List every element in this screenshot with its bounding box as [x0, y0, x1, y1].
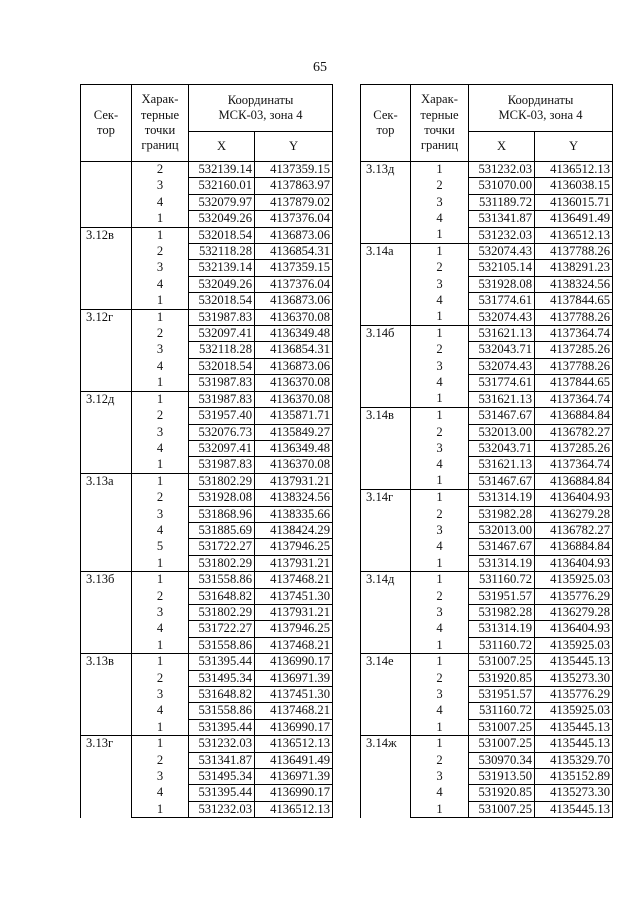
header-boundary-points: Харак- терные точки границ: [132, 85, 189, 162]
y-cell: 4136782.27: [535, 522, 613, 538]
sector-cell: 3.13б: [81, 572, 132, 654]
y-cell: 4135871.71: [255, 408, 333, 424]
x-cell: 531495.34: [189, 670, 255, 686]
x-cell: 532160.01: [189, 178, 255, 194]
x-cell: 531467.67: [469, 539, 535, 555]
sector-cell: 3.14а: [361, 244, 411, 326]
y-cell: 4135925.03: [535, 637, 613, 653]
point-cell: 1: [132, 211, 189, 227]
point-cell: 1: [132, 801, 189, 817]
sector-cell: 3.13а: [81, 473, 132, 571]
y-cell: 4136854.31: [255, 244, 333, 260]
point-cell: 4: [411, 211, 469, 227]
y-cell: 4136971.39: [255, 769, 333, 785]
y-cell: 4136404.93: [535, 621, 613, 637]
point-cell: 4: [132, 522, 189, 538]
point-cell: 1: [411, 555, 469, 571]
point-cell: 3: [411, 440, 469, 456]
point-cell: 2: [132, 162, 189, 178]
point-cell: 1: [132, 572, 189, 588]
point-cell: 3: [132, 687, 189, 703]
point-cell: 2: [132, 670, 189, 686]
x-cell: 531232.03: [189, 736, 255, 752]
point-cell: 4: [411, 457, 469, 473]
x-cell: 531160.72: [469, 572, 535, 588]
point-cell: 2: [132, 326, 189, 342]
y-cell: 4137844.65: [535, 293, 613, 309]
table-row: [81, 736, 333, 752]
x-cell: 531467.67: [469, 473, 535, 489]
table-row: [81, 391, 333, 407]
table-row: [361, 244, 613, 260]
x-cell: 531160.72: [469, 637, 535, 653]
y-cell: 4136873.06: [255, 227, 333, 243]
point-cell: 1: [132, 719, 189, 735]
y-cell: 4138291.23: [535, 260, 613, 276]
x-cell: 531920.85: [469, 670, 535, 686]
y-cell: 4135849.27: [255, 424, 333, 440]
x-cell: 531314.19: [469, 621, 535, 637]
point-cell: 2: [411, 588, 469, 604]
sector-cell: 3.13в: [81, 654, 132, 736]
y-cell: 4138324.56: [535, 276, 613, 292]
x-cell: 532139.14: [189, 260, 255, 276]
x-cell: 531951.57: [469, 687, 535, 703]
point-cell: 2: [132, 752, 189, 768]
point-cell: 1: [411, 637, 469, 653]
y-cell: 4135273.30: [535, 670, 613, 686]
y-cell: 4135925.03: [535, 572, 613, 588]
sector-cell: 3.14ж: [361, 736, 411, 818]
point-cell: 4: [132, 785, 189, 801]
sector-cell: 3.14д: [361, 572, 411, 654]
x-cell: 531987.83: [189, 375, 255, 391]
y-cell: 4137468.21: [255, 572, 333, 588]
y-cell: 4136512.13: [535, 227, 613, 243]
header-x: X: [469, 132, 535, 162]
sector-cell: 3.12в: [81, 227, 132, 309]
x-cell: 531621.13: [469, 326, 535, 342]
x-cell: 531395.44: [189, 654, 255, 670]
point-cell: 1: [132, 309, 189, 325]
sector-cell: 3.12г: [81, 309, 132, 391]
sector-cell: 3.12д: [81, 391, 132, 473]
header-sector: Сек- тор: [361, 85, 411, 162]
table-row: [81, 309, 333, 325]
table-body-right: [361, 162, 613, 818]
point-cell: 1: [411, 654, 469, 670]
y-cell: 4136782.27: [535, 424, 613, 440]
y-cell: 4135445.13: [535, 719, 613, 735]
y-cell: 4136990.17: [255, 785, 333, 801]
x-cell: 532043.71: [469, 440, 535, 456]
header-sector: Сек- тор: [81, 85, 132, 162]
point-cell: 3: [132, 769, 189, 785]
y-cell: 4136349.48: [255, 326, 333, 342]
x-cell: 531774.61: [469, 293, 535, 309]
point-cell: 2: [411, 752, 469, 768]
point-cell: 1: [132, 555, 189, 571]
x-cell: 531722.27: [189, 539, 255, 555]
y-cell: 4136854.31: [255, 342, 333, 358]
point-cell: 2: [132, 408, 189, 424]
y-cell: 4135329.70: [535, 752, 613, 768]
point-cell: 3: [132, 506, 189, 522]
x-cell: 532097.41: [189, 326, 255, 342]
point-cell: 1: [132, 375, 189, 391]
point-cell: 4: [132, 276, 189, 292]
point-cell: 4: [411, 785, 469, 801]
point-cell: 1: [132, 654, 189, 670]
table-row: [361, 736, 613, 752]
y-cell: 4136884.84: [535, 539, 613, 555]
y-cell: 4135445.13: [535, 736, 613, 752]
point-cell: 5: [132, 539, 189, 555]
y-cell: 4137931.21: [255, 473, 333, 489]
y-cell: 4136884.84: [535, 473, 613, 489]
point-cell: 1: [132, 473, 189, 489]
point-cell: 3: [132, 424, 189, 440]
x-cell: 531621.13: [469, 457, 535, 473]
x-cell: 531722.27: [189, 621, 255, 637]
point-cell: 2: [411, 260, 469, 276]
point-cell: 4: [411, 621, 469, 637]
x-cell: 531982.28: [469, 506, 535, 522]
point-cell: 4: [411, 539, 469, 555]
y-cell: 4137285.26: [535, 342, 613, 358]
x-cell: 531982.28: [469, 604, 535, 620]
y-cell: 4137468.21: [255, 703, 333, 719]
x-cell: 531951.57: [469, 588, 535, 604]
y-cell: 4138324.56: [255, 490, 333, 506]
point-cell: 1: [411, 408, 469, 424]
point-cell: 1: [411, 391, 469, 407]
x-cell: 531774.61: [469, 375, 535, 391]
x-cell: 531558.86: [189, 703, 255, 719]
x-cell: 531467.67: [469, 408, 535, 424]
y-cell: 4137359.15: [255, 260, 333, 276]
y-cell: 4135152.89: [535, 769, 613, 785]
y-cell: 4136512.13: [255, 801, 333, 817]
x-cell: 532079.97: [189, 194, 255, 210]
x-cell: 531007.25: [469, 719, 535, 735]
point-cell: 3: [132, 260, 189, 276]
point-cell: 3: [132, 342, 189, 358]
x-cell: 531341.87: [189, 752, 255, 768]
x-cell: 531160.72: [469, 703, 535, 719]
y-cell: 4137376.04: [255, 276, 333, 292]
y-cell: 4136349.48: [255, 440, 333, 456]
point-cell: 1: [411, 801, 469, 817]
point-cell: 2: [132, 588, 189, 604]
x-cell: 531395.44: [189, 785, 255, 801]
y-cell: 4136015.71: [535, 194, 613, 210]
header-x: X: [189, 132, 255, 162]
x-cell: 531232.03: [469, 227, 535, 243]
x-cell: 531314.19: [469, 555, 535, 571]
point-cell: 2: [411, 506, 469, 522]
y-cell: 4135445.13: [535, 654, 613, 670]
x-cell: 531928.08: [189, 490, 255, 506]
x-cell: 531987.83: [189, 309, 255, 325]
y-cell: 4136990.17: [255, 719, 333, 735]
x-cell: 531341.87: [469, 211, 535, 227]
table-row: [361, 162, 613, 178]
x-cell: 531913.50: [469, 769, 535, 785]
y-cell: 4136491.49: [535, 211, 613, 227]
point-cell: 1: [411, 473, 469, 489]
x-cell: 531885.69: [189, 522, 255, 538]
x-cell: 531648.82: [189, 588, 255, 604]
point-cell: 1: [411, 572, 469, 588]
x-cell: 531987.83: [189, 457, 255, 473]
point-cell: 3: [411, 276, 469, 292]
x-cell: 531495.34: [189, 769, 255, 785]
y-cell: 4137364.74: [535, 391, 613, 407]
y-cell: 4136512.13: [255, 736, 333, 752]
y-cell: 4137285.26: [535, 440, 613, 456]
sector-cell: 3.14в: [361, 408, 411, 490]
table-row: [361, 408, 613, 424]
x-cell: 532097.41: [189, 440, 255, 456]
point-cell: 4: [132, 703, 189, 719]
x-cell: 532118.28: [189, 342, 255, 358]
point-cell: 2: [132, 244, 189, 260]
y-cell: 4137364.74: [535, 457, 613, 473]
table-row: [361, 572, 613, 588]
point-cell: 3: [411, 194, 469, 210]
x-cell: 532018.54: [189, 358, 255, 374]
x-cell: 531802.29: [189, 555, 255, 571]
point-cell: 3: [132, 604, 189, 620]
point-cell: 1: [132, 227, 189, 243]
x-cell: 532049.26: [189, 211, 255, 227]
x-cell: 532049.26: [189, 276, 255, 292]
point-cell: 1: [132, 391, 189, 407]
y-cell: 4137788.26: [535, 244, 613, 260]
y-cell: 4136370.08: [255, 457, 333, 473]
x-cell: 531007.25: [469, 736, 535, 752]
y-cell: 4136370.08: [255, 391, 333, 407]
header-coordinates: Координаты МСК-03, зона 4: [189, 85, 333, 132]
y-cell: 4136971.39: [255, 670, 333, 686]
x-cell: 532139.14: [189, 162, 255, 178]
y-cell: 4137364.74: [535, 326, 613, 342]
point-cell: 3: [411, 604, 469, 620]
y-cell: 4137468.21: [255, 637, 333, 653]
y-cell: 4137451.30: [255, 588, 333, 604]
y-cell: 4137788.26: [535, 358, 613, 374]
point-cell: 2: [411, 424, 469, 440]
x-cell: 531232.03: [189, 801, 255, 817]
y-cell: 4138335.66: [255, 506, 333, 522]
table-row: [361, 490, 613, 506]
y-cell: 4137946.25: [255, 539, 333, 555]
y-cell: 4137946.25: [255, 621, 333, 637]
table-row: [361, 326, 613, 342]
x-cell: 531928.08: [469, 276, 535, 292]
y-cell: 4136370.08: [255, 309, 333, 325]
x-cell: 531558.86: [189, 637, 255, 653]
y-cell: 4136873.06: [255, 358, 333, 374]
x-cell: 532118.28: [189, 244, 255, 260]
x-cell: 532013.00: [469, 522, 535, 538]
x-cell: 532074.43: [469, 358, 535, 374]
sector-cell: 3.14б: [361, 326, 411, 408]
y-cell: 4136990.17: [255, 654, 333, 670]
point-cell: 1: [411, 736, 469, 752]
point-cell: 1: [411, 309, 469, 325]
coordinates-table-left: [80, 84, 333, 818]
x-cell: 532076.73: [189, 424, 255, 440]
x-cell: 531070.00: [469, 178, 535, 194]
x-cell: 531558.86: [189, 572, 255, 588]
y-cell: 4136279.28: [535, 506, 613, 522]
sector-cell: [81, 162, 132, 228]
x-cell: 532074.43: [469, 309, 535, 325]
table-body-left: [81, 162, 333, 818]
table-row: [81, 162, 333, 178]
y-cell: 4137788.26: [535, 309, 613, 325]
point-cell: 3: [411, 358, 469, 374]
y-cell: 4136038.15: [535, 178, 613, 194]
point-cell: 1: [132, 736, 189, 752]
y-cell: 4135273.30: [535, 785, 613, 801]
x-cell: 531232.03: [469, 162, 535, 178]
y-cell: 4136873.06: [255, 293, 333, 309]
y-cell: 4136491.49: [255, 752, 333, 768]
x-cell: 531621.13: [469, 391, 535, 407]
sector-cell: 3.14г: [361, 490, 411, 572]
point-cell: 1: [411, 326, 469, 342]
y-cell: 4137844.65: [535, 375, 613, 391]
table-row: [81, 473, 333, 489]
y-cell: 4136512.13: [535, 162, 613, 178]
point-cell: 2: [411, 670, 469, 686]
point-cell: 3: [411, 522, 469, 538]
x-cell: 532013.00: [469, 424, 535, 440]
x-cell: 531189.72: [469, 194, 535, 210]
table-row: [361, 654, 613, 670]
x-cell: 531007.25: [469, 654, 535, 670]
point-cell: 4: [411, 703, 469, 719]
y-cell: 4136404.93: [535, 555, 613, 571]
header-boundary-points: Харак- терные точки границ: [411, 85, 469, 162]
table-row: [81, 654, 333, 670]
point-cell: 1: [411, 719, 469, 735]
y-cell: 4137451.30: [255, 687, 333, 703]
point-cell: 1: [132, 457, 189, 473]
x-cell: 531920.85: [469, 785, 535, 801]
x-cell: 531395.44: [189, 719, 255, 735]
point-cell: 4: [411, 293, 469, 309]
x-cell: 532018.54: [189, 227, 255, 243]
x-cell: 530970.34: [469, 752, 535, 768]
y-cell: 4138424.29: [255, 522, 333, 538]
sector-cell: 3.14е: [361, 654, 411, 736]
point-cell: 4: [132, 621, 189, 637]
y-cell: 4135776.29: [535, 588, 613, 604]
x-cell: 532105.14: [469, 260, 535, 276]
header-coordinates: Координаты МСК-03, зона 4: [469, 85, 613, 132]
y-cell: 4136884.84: [535, 408, 613, 424]
coordinates-table-right: [360, 84, 613, 818]
point-cell: 2: [411, 178, 469, 194]
y-cell: 4135776.29: [535, 687, 613, 703]
x-cell: 531648.82: [189, 687, 255, 703]
x-cell: 531802.29: [189, 473, 255, 489]
y-cell: 4137359.15: [255, 162, 333, 178]
point-cell: 2: [132, 490, 189, 506]
x-cell: 531957.40: [189, 408, 255, 424]
x-cell: 532043.71: [469, 342, 535, 358]
header-y: Y: [535, 132, 613, 162]
x-cell: 531007.25: [469, 801, 535, 817]
sector-cell: 3.13г: [81, 736, 132, 818]
x-cell: 531987.83: [189, 391, 255, 407]
x-cell: 532018.54: [189, 293, 255, 309]
y-cell: 4136404.93: [535, 490, 613, 506]
point-cell: 2: [411, 342, 469, 358]
x-cell: 531868.96: [189, 506, 255, 522]
y-cell: 4137376.04: [255, 211, 333, 227]
x-cell: 531314.19: [469, 490, 535, 506]
point-cell: 3: [411, 687, 469, 703]
y-cell: 4136279.28: [535, 604, 613, 620]
page-number: 65: [313, 60, 327, 75]
point-cell: 1: [411, 490, 469, 506]
point-cell: 4: [411, 375, 469, 391]
table-row: [81, 227, 333, 243]
point-cell: 3: [411, 769, 469, 785]
table-row: [81, 572, 333, 588]
x-cell: 532074.43: [469, 244, 535, 260]
header-y: Y: [255, 132, 333, 162]
y-cell: 4137931.21: [255, 604, 333, 620]
y-cell: 4137863.97: [255, 178, 333, 194]
y-cell: 4137879.02: [255, 194, 333, 210]
sector-cell: 3.13д: [361, 162, 411, 244]
point-cell: 1: [132, 293, 189, 309]
point-cell: 1: [411, 244, 469, 260]
x-cell: 531802.29: [189, 604, 255, 620]
point-cell: 3: [132, 178, 189, 194]
y-cell: 4135445.13: [535, 801, 613, 817]
point-cell: 1: [411, 227, 469, 243]
y-cell: 4136370.08: [255, 375, 333, 391]
point-cell: 1: [132, 637, 189, 653]
point-cell: 4: [132, 440, 189, 456]
y-cell: 4137931.21: [255, 555, 333, 571]
point-cell: 4: [132, 358, 189, 374]
point-cell: 1: [411, 162, 469, 178]
y-cell: 4135925.03: [535, 703, 613, 719]
point-cell: 4: [132, 194, 189, 210]
